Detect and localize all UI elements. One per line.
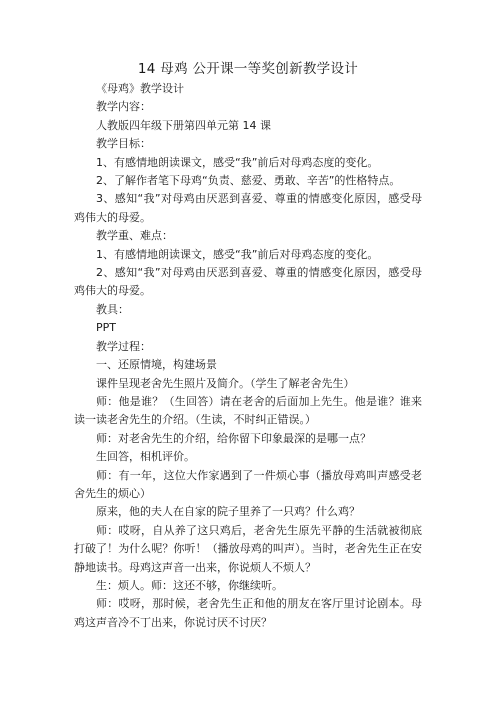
paragraph: 《母鸡》教学设计 xyxy=(96,82,184,95)
paragraph: 课件呈现老舍先生照片及简介。（学生了解老舍先生） xyxy=(96,376,355,390)
paragraph: 师：哎呀，那时候，老舍先生正和他的朋友在客厅里讨论剧本。母鸡这声音冷不丁出来，你说讨厌不讨厌？ xyxy=(74,597,422,629)
paragraph: 教学目标： xyxy=(96,137,151,151)
paragraph: 3、感知“我”对母鸡由厌恶到喜爱、尊重的情感变化原因，感受母鸡伟大的母爱。 xyxy=(74,192,422,224)
paragraph: PPT xyxy=(96,321,116,335)
paragraph: 教学重、难点： xyxy=(96,229,173,243)
paragraph: 1、有感情地朗读课文，感受“我”前后对母鸡态度的变化。 xyxy=(96,247,379,261)
paragraph: 师：对老舍先生的介绍，给你留下印象最深的是哪一点？ xyxy=(96,431,371,445)
paragraph: 教学过程： xyxy=(96,339,151,353)
paragraph: 师：哎呀，自从养了这只鸡后，老舍先生原先平静的生活就被彻底打破了！为什么呢？你听！（播放母鸡的叫声）。当时，老舍先生正在安静地读书。母鸡这声音一出来，你说烦人不烦人？ xyxy=(74,523,422,574)
paragraph: 生回答，相机评价。 xyxy=(96,450,195,464)
paragraph: 原来，他的夫人在自家的院子里养了一只鸡？什么鸡？ xyxy=(96,505,360,519)
paragraph: 师：有一年，这位大作家遇到了一件烦心事（播放母鸡叫声感受老舍先生的烦心） xyxy=(74,468,422,500)
paragraph: 1、有感情地朗读课文，感受“我”前后对母鸡态度的变化。 xyxy=(96,155,379,169)
document-title: 14 母鸡 公开课一等奖创新教学设计 xyxy=(137,61,359,77)
document-body xyxy=(74,80,422,632)
paragraph: 人教版四年级下册第四单元第 14 课 xyxy=(96,118,271,132)
paragraph: 一、还原情境，构建场景 xyxy=(96,358,217,372)
paragraph: 教学内容： xyxy=(96,100,151,114)
paragraph: 师：他是谁？（生回答）请在老舍的后面加上先生。他是谁？谁来读一读老舍先生的介绍。（生读，不时纠正错误。） xyxy=(74,394,422,427)
paragraph: 生：烦人。师：这还不够，你继续听。 xyxy=(96,578,283,592)
paragraph: 2、感知“我”对母鸡由厌恶到喜爱、尊重的情感变化原因，感受母鸡伟大的母爱。 xyxy=(74,266,422,298)
paragraph: 2、了解作者笔下母鸡“负责、慈爱、勇敢、辛苦”的性格特点。 xyxy=(96,174,401,188)
paragraph: 教具： xyxy=(96,302,129,316)
